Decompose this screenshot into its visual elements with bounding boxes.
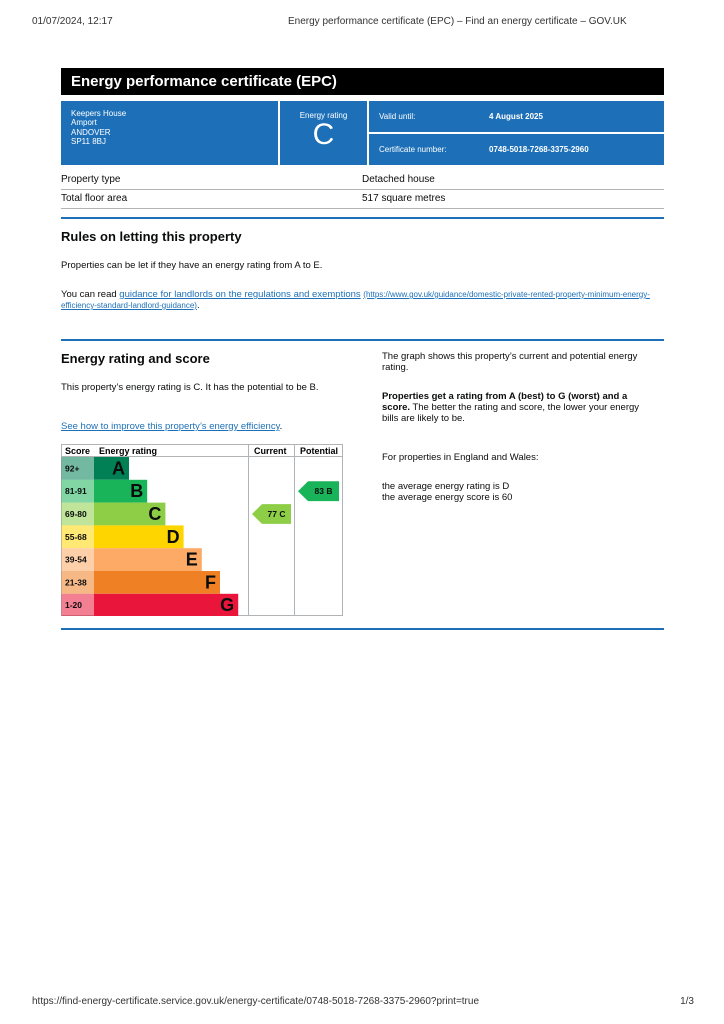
property-type-value: Detached house [362,174,435,185]
band-letter-label: E [185,549,198,570]
property-type-row [61,171,664,190]
page-title: Energy performance certificate (EPC) [61,68,664,95]
chart-bands [62,457,239,616]
section-divider [61,217,664,219]
band-letter-label: D [166,526,180,547]
header-score: Score [65,446,91,456]
energy-rating-statement: This property’s energy rating is C. It has the potential to be B. [61,382,319,393]
band-letter-label: G [220,595,235,616]
header-energy-rating: Energy rating [99,446,158,456]
guidance-suffix: . [196,300,200,311]
band-letter-label: F [205,572,216,593]
address-line: SP11 8BJ [71,136,106,146]
certificate-number-value: 0748-5018-7268-3375-2960 [489,145,589,154]
energy-rating-box [280,101,367,165]
average-score: the average energy score is 60 [382,492,513,503]
chart-markers [252,481,339,524]
letting-paragraph: Properties can be let if they have an energy rating from A to E. [61,260,323,271]
address-line: Amport [71,118,97,128]
valid-until-row [369,101,664,132]
rating-explanation-bold: Properties get a rating from A (best) to G (worst) and a score. [382,391,628,413]
header-potential: Potential [300,446,339,456]
energy-rating-right-column [382,351,652,616]
certificate-number-row [369,134,664,165]
current-rating-marker-label: 77 C [267,509,286,519]
address-line: ANDOVER [71,127,111,137]
print-url: https://find-energy-certificate.service.gov.uk/energy-certificate/0748-5018-7268-3375-2960?print=true [32,996,480,1007]
graph-explanation: The graph shows this property’s current and potential energy rating. [382,351,638,373]
england-wales-note: For properties in England and Wales: [382,452,539,463]
band-score-label: 81-91 [65,486,87,497]
floor-area-row [61,190,664,209]
band-score-label: 55-68 [65,531,87,542]
improve-paragraph [61,421,371,432]
print-date: 01/07/2024, 12:17 [32,16,113,27]
band-letter-label: B [130,481,144,502]
energy-rating-letter: C [312,118,335,151]
certificate-number-label: Certificate number: [379,145,447,154]
print-page-title: Energy performance certificate (EPC) – Find an energy certificate – GOV.UK [288,16,627,27]
address-line: Keepers House [71,109,127,118]
guidance-prefix: You can read [61,289,120,300]
chart-headers [65,446,338,456]
property-summary [61,171,664,209]
letting-guidance-paragraph [61,289,664,311]
band-bar-g [94,594,238,616]
energy-rating-left-column [61,351,371,616]
energy-rating-label: Energy rating [299,111,348,120]
band-letter-label: C [148,504,162,524]
floor-area-value: 517 square metres [362,193,446,204]
band-letter-label: A [112,458,125,479]
band-bar-f [94,571,220,594]
floor-area-label: Total floor area [61,193,128,204]
energy-rating-heading: Energy rating and score [61,351,210,366]
band-score-label: 1-20 [65,600,83,611]
band-score-label: 92+ [65,463,80,474]
energy-rating-section [61,351,664,616]
header-current: Current [254,446,287,456]
letting-heading: Rules on letting this property [61,229,242,244]
valid-until-label: Valid until: [379,112,416,121]
property-type-label: Property type [61,174,121,185]
rating-explanation-rest: The better the rating and score, the lower your energy bills are likely to be. [382,402,640,424]
summary-banner [61,101,664,165]
property-address [61,101,278,165]
section-divider [61,339,664,341]
band-score-label: 69-80 [65,509,87,519]
valid-until-value: 4 August 2025 [489,112,543,121]
epc-rating-chart [61,444,343,616]
average-rating: the average energy rating is D [382,481,510,492]
certificate-info [369,101,664,165]
section-divider [61,628,664,630]
landlord-guidance-link[interactable]: guidance for landlords on the regulations and exemptions [119,289,361,300]
band-score-label: 21-38 [65,577,87,588]
potential-rating-marker-label: 83 B [314,486,333,497]
improve-suffix: . [279,421,283,432]
landlord-guidance-url[interactable]: (https://www.gov.uk/guidance/domestic-private-rented-property-minimum-energy-efficiency-standard-landlord-guidance) [61,290,650,310]
certificate-content [61,68,664,630]
improve-efficiency-link[interactable]: See how to improve this property’s energy efficiency [61,421,280,432]
band-score-label: 39-54 [65,554,87,565]
rating-explanation [382,391,652,424]
print-page-number: 1/3 [680,996,694,1007]
